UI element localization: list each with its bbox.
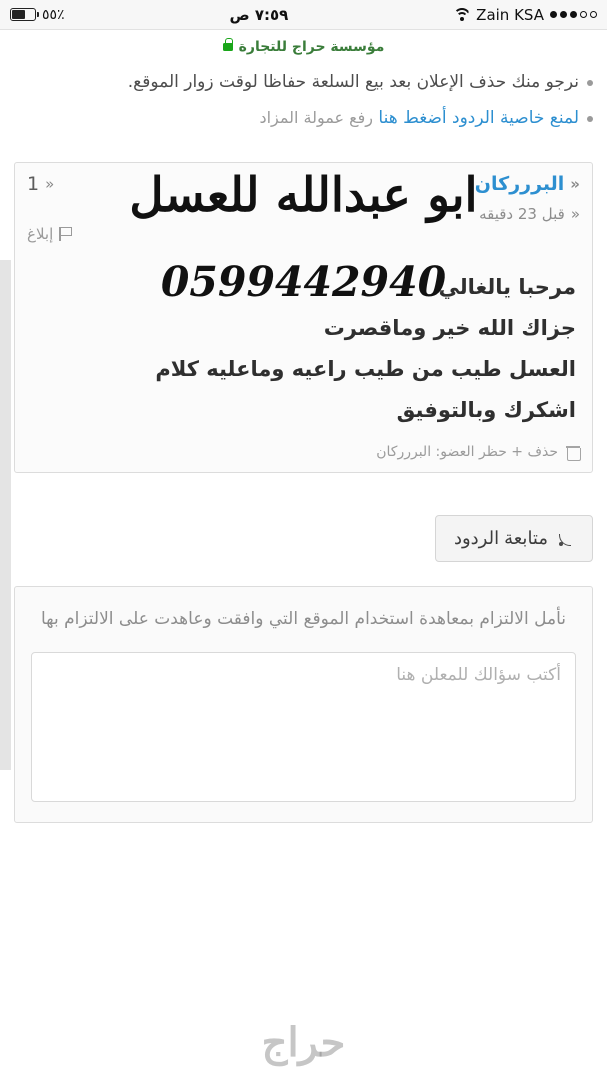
disable-replies-link[interactable]: لمنع خاصية الردود أضغط هنا (378, 108, 579, 129)
follow-replies-label: متابعة الردود (453, 528, 548, 549)
ask-agreement-note: نأمل الالتزام بمعاهدة استخدام الموقع التي وافقت وعاهدت على الالتزام بها (41, 609, 566, 630)
chevron-left-icon: « (570, 204, 580, 223)
rss-icon (558, 531, 574, 547)
trash-icon (566, 445, 580, 460)
wifi-icon (453, 8, 470, 21)
reply-line: العسل طيب من طيب راعيه وماعليه كلام (155, 356, 576, 381)
report-label: إبلاغ (27, 224, 54, 243)
status-bar-clock: ٧:٥٩ ص (229, 5, 289, 24)
reply-author-label: البررركان (474, 172, 565, 195)
battery-icon (10, 8, 36, 21)
delete-ban-label: حذف + حظر العضو: البررركان (376, 444, 558, 461)
ask-question-input[interactable] (31, 652, 576, 802)
ask-seller-box (14, 586, 593, 823)
follow-replies-button[interactable] (435, 515, 593, 562)
reply-line: اشكرك وبالتوفيق (396, 397, 576, 422)
status-bar-network-group (453, 6, 597, 24)
flag-icon (59, 227, 72, 241)
listing-overlay-title: ابو عبدالله للعسل (129, 168, 478, 223)
status-bar-battery-group (10, 7, 65, 23)
chevron-right-icon: » (45, 174, 55, 193)
battery-percent-label: ٥٥٪ (42, 6, 65, 23)
report-button[interactable] (27, 225, 72, 243)
status-bar (0, 0, 607, 30)
site-title (223, 39, 385, 55)
site-title-label: مؤسسة حراج للتجارة (238, 39, 385, 55)
chevron-left-icon: « (570, 174, 580, 193)
carrier-label: Zain KSA (476, 5, 544, 24)
lock-icon (223, 43, 233, 51)
bullet-icon (587, 116, 593, 122)
reply-line: جزاك الله خير وماقصرت (323, 315, 576, 340)
notice-item (14, 69, 593, 95)
signal-dots-icon (550, 11, 597, 18)
site-watermark: حراج (261, 1019, 346, 1066)
reply-time-label: قبل 23 دقيقه (479, 204, 565, 223)
delete-ban-action[interactable] (15, 436, 592, 472)
notice-item (14, 105, 593, 131)
follow-row (0, 473, 607, 562)
reply-index-number: 1 (27, 172, 40, 195)
site-header (0, 30, 607, 63)
reply-line: مرحبا يالغالي (438, 274, 576, 299)
listing-overlay-phone: 0599442940 (160, 258, 447, 306)
bullet-icon (587, 80, 593, 86)
notices-list (0, 63, 607, 146)
notice-text: نرجو منك حذف الإعلان بعد بيع السلعة حفاظا لوقت زوار الموقع. (127, 72, 579, 92)
left-gutter-artifact (0, 260, 11, 770)
notice-secondary-text: رفع عمولة المزاد (259, 108, 374, 128)
